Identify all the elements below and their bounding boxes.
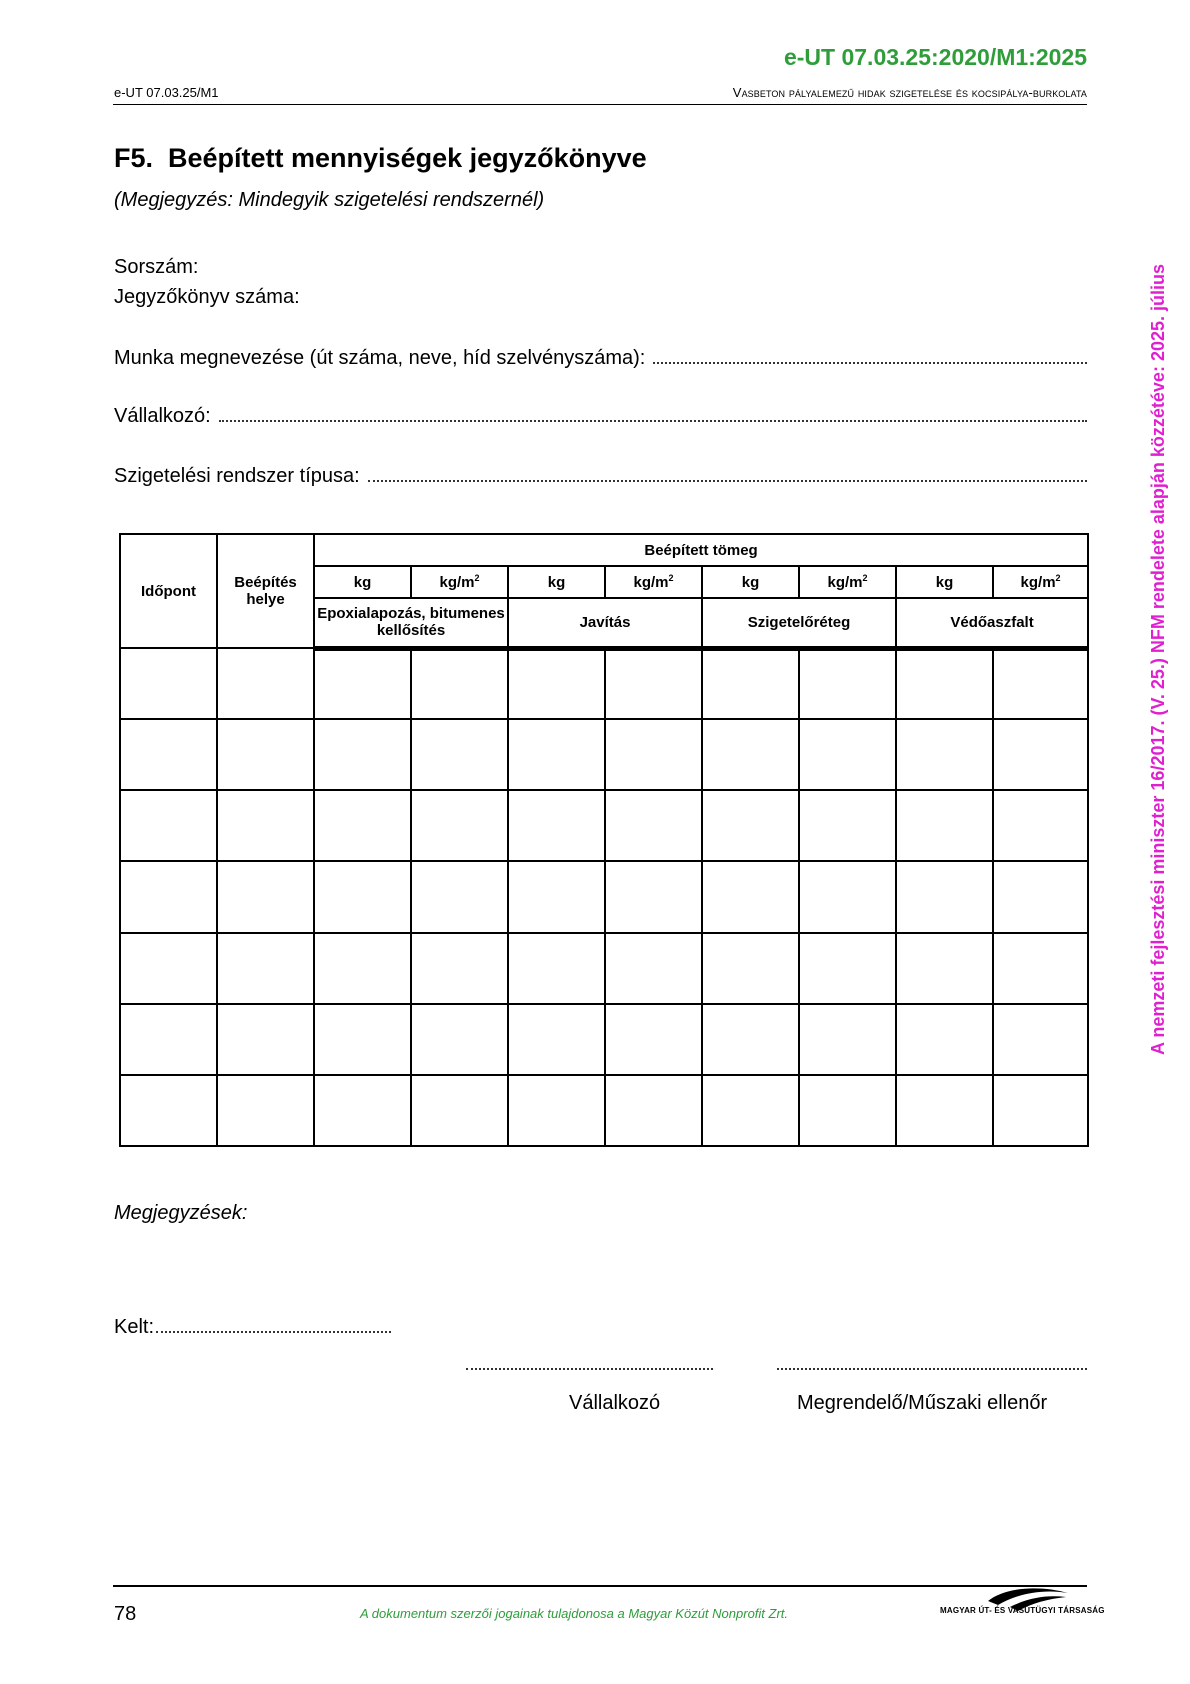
table-cell[interactable] <box>120 1004 217 1075</box>
table-row <box>120 861 1088 932</box>
kelt-field[interactable] <box>114 1316 391 1339</box>
page-title: F5. Beépített mennyiségek jegyzőkönyve <box>114 143 647 173</box>
table-row <box>120 790 1088 861</box>
table-cell[interactable] <box>993 1004 1088 1075</box>
table-cell[interactable] <box>993 648 1088 719</box>
table-cell[interactable] <box>314 719 411 790</box>
table-cell[interactable] <box>217 648 314 719</box>
unit-kg: kg <box>896 566 993 598</box>
table-cell[interactable] <box>896 719 993 790</box>
table-cell[interactable] <box>799 719 896 790</box>
table-cell[interactable] <box>993 861 1088 932</box>
table-cell[interactable] <box>217 1004 314 1075</box>
table-cell[interactable] <box>799 1004 896 1075</box>
remarks-label: Megjegyzések: <box>114 1202 248 1224</box>
table-cell[interactable] <box>605 1004 702 1075</box>
table-cell[interactable] <box>120 790 217 861</box>
table-cell[interactable] <box>508 648 605 719</box>
table-cell[interactable] <box>314 648 411 719</box>
table-cell[interactable] <box>411 933 508 1004</box>
table-cell[interactable] <box>411 719 508 790</box>
table-row <box>120 648 1088 719</box>
table-cell[interactable] <box>314 790 411 861</box>
contractor-signature-line[interactable] <box>466 1358 713 1370</box>
unit-kg: kg <box>508 566 605 598</box>
table-cell[interactable] <box>896 1004 993 1075</box>
table-cell[interactable] <box>993 790 1088 861</box>
table-cell[interactable] <box>799 933 896 1004</box>
munka-dotted-line <box>653 348 1087 364</box>
table-cell[interactable] <box>508 719 605 790</box>
header-left-code: e-UT 07.03.25/M1 <box>114 85 219 100</box>
unit-kg: kg <box>314 566 411 598</box>
category-szigeteloreteg: Szigetelőréteg <box>702 598 896 648</box>
table-cell[interactable] <box>993 1075 1088 1146</box>
table-cell[interactable] <box>508 933 605 1004</box>
table-body <box>120 648 1088 1146</box>
page-number: 78 <box>114 1603 137 1625</box>
rendszer-dotted-line <box>368 466 1087 482</box>
table-cell[interactable] <box>896 790 993 861</box>
table-cell[interactable] <box>605 1075 702 1146</box>
category-javitas: Javítás <box>508 598 702 648</box>
header-right-title: Vasbeton pályalemezű hidak szigetelése és kocsipálya-burkolata <box>732 85 1087 100</box>
unit-kgm2: $kg/m^2$ <box>799 566 896 598</box>
logo-text: MAGYAR ÚT- ÉS VASÚTÜGYI TÁRSASÁG <box>940 1606 1105 1615</box>
table-cell[interactable] <box>799 648 896 719</box>
table-cell[interactable] <box>702 648 799 719</box>
table-cell[interactable] <box>314 861 411 932</box>
table-cell[interactable] <box>217 933 314 1004</box>
col-header-idopont: Időpont <box>120 534 217 648</box>
society-logo <box>940 1583 1090 1623</box>
table-cell[interactable] <box>702 790 799 861</box>
table-cell[interactable] <box>508 1075 605 1146</box>
table-cell[interactable] <box>799 861 896 932</box>
table-cell[interactable] <box>508 790 605 861</box>
kelt-dotted-line <box>156 1317 391 1333</box>
rendszer-label: Szigetelési rendszer típusa: <box>114 465 360 487</box>
table-cell[interactable] <box>217 861 314 932</box>
table-cell[interactable] <box>702 1075 799 1146</box>
munka-label: Munka megnevezése (út száma, neve, híd szelvényszáma): <box>114 347 646 369</box>
client-signature-label: Megrendelő/Műszaki ellenőr <box>797 1392 1048 1414</box>
table-cell[interactable] <box>120 1075 217 1146</box>
table-cell[interactable] <box>993 719 1088 790</box>
category-vedoaszfalt: Védőaszfalt <box>896 598 1088 648</box>
table-cell[interactable] <box>120 861 217 932</box>
unit-kgm2: $kg/m^2$ <box>993 566 1088 598</box>
jegyzokonyv-szama-label: Jegyzőkönyv száma: <box>114 286 300 308</box>
col-header-beepites-helye: Beépítés helye <box>217 534 314 648</box>
table-cell[interactable] <box>411 648 508 719</box>
table-cell[interactable] <box>605 933 702 1004</box>
table-cell[interactable] <box>896 648 993 719</box>
table-cell[interactable] <box>702 719 799 790</box>
table-cell[interactable] <box>314 933 411 1004</box>
table-cell[interactable] <box>702 861 799 932</box>
document-code: e-UT 07.03.25:2020/M1:2025 <box>783 44 1087 70</box>
group-header-beepitett-tomeg: Beépített tömeg <box>314 534 1088 566</box>
table-cell[interactable] <box>605 790 702 861</box>
table-cell[interactable] <box>411 1075 508 1146</box>
vallalkozo-label: Vállalkozó: <box>114 405 211 427</box>
unit-kgm2: $kg/m^2$ <box>605 566 702 598</box>
table-cell[interactable] <box>411 861 508 932</box>
table-cell[interactable] <box>896 1075 993 1146</box>
rendszer-field[interactable] <box>114 465 1087 488</box>
table-cell[interactable] <box>217 1075 314 1146</box>
copyright-notice: A dokumentum szerzői jogainak tulajdonosa a Magyar Közút Nonprofit Zrt. <box>360 1606 789 1621</box>
table-cell[interactable] <box>120 648 217 719</box>
quantities-table <box>119 533 1089 1147</box>
table-cell[interactable] <box>799 1075 896 1146</box>
vallalkozo-dotted-line <box>219 406 1087 422</box>
table-cell[interactable] <box>120 719 217 790</box>
category-epoxialapozas: Epoxialapozás, bitumenes kellősítés <box>314 598 508 648</box>
table-cell[interactable] <box>896 861 993 932</box>
table-cell[interactable] <box>799 790 896 861</box>
table-cell[interactable] <box>217 790 314 861</box>
contractor-signature-label: Vállalkozó <box>569 1392 661 1414</box>
unit-kgm2: $kg/m^2$ <box>411 566 508 598</box>
table-cell[interactable] <box>605 861 702 932</box>
table-cell[interactable] <box>508 1004 605 1075</box>
kelt-label: Kelt: <box>114 1316 155 1338</box>
unit-kg: kg <box>702 566 799 598</box>
table-cell[interactable] <box>314 1075 411 1146</box>
vallalkozo-field[interactable] <box>114 405 1087 428</box>
table-row <box>120 719 1088 790</box>
table-cell[interactable] <box>605 648 702 719</box>
table-cell[interactable] <box>217 719 314 790</box>
table-cell[interactable] <box>411 790 508 861</box>
header-divider <box>113 104 1087 105</box>
sorszam-label: Sorszám: <box>114 256 199 278</box>
table-cell[interactable] <box>314 1004 411 1075</box>
table-cell[interactable] <box>702 933 799 1004</box>
table-cell[interactable] <box>508 861 605 932</box>
table-cell[interactable] <box>896 933 993 1004</box>
table-cell[interactable] <box>993 933 1088 1004</box>
munka-field[interactable] <box>114 347 1087 370</box>
page-subtitle: (Megjegyzés: Mindegyik szigetelési rendszernél) <box>114 189 545 211</box>
table-cell[interactable] <box>120 933 217 1004</box>
table-row <box>120 1004 1088 1075</box>
table-cell[interactable] <box>702 1004 799 1075</box>
table-row <box>120 933 1088 1004</box>
table-row <box>120 1075 1088 1146</box>
table-cell[interactable] <box>411 1004 508 1075</box>
publication-side-note: A nemzeti fejlesztési miniszter 16/2017. (V. 25.) NFM rendelete alapján közzétéve: 2025. július <box>1148 264 1168 1055</box>
table-cell[interactable] <box>605 719 702 790</box>
client-signature-line[interactable] <box>777 1358 1087 1370</box>
